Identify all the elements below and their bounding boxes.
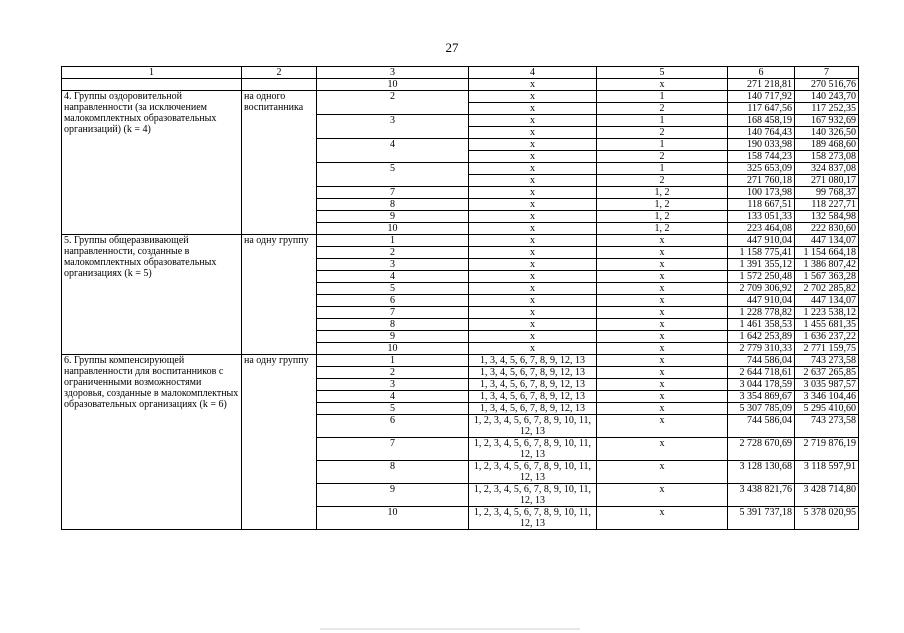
table-row [62, 91, 859, 103]
category: 1, 2 [597, 199, 728, 211]
value-col6: 1 391 355,12 [728, 259, 795, 271]
value-col7: 1 636 237,22 [795, 331, 859, 343]
group-size: 10 [317, 343, 469, 355]
category: x [597, 461, 728, 484]
programs: 1, 2, 3, 4, 5, 6, 7, 8, 9, 10, 11, 12, 13 [469, 438, 597, 461]
value-col6: 190 033,98 [728, 139, 795, 151]
category: 1 [597, 139, 728, 151]
programs: x [469, 103, 597, 115]
value-col7: 3 118 597,91 [795, 461, 859, 484]
group-size: 1 [317, 235, 469, 247]
programs: x [469, 151, 597, 163]
group-size: 9 [317, 484, 469, 507]
unit: на одного воспитанника [242, 91, 317, 235]
programs: x [469, 331, 597, 343]
value-col7: 743 273,58 [795, 355, 859, 367]
value-col7: 167 932,69 [795, 115, 859, 127]
programs: 1, 2, 3, 4, 5, 6, 7, 8, 9, 10, 11, 12, 13 [469, 484, 597, 507]
value-col6: 447 910,04 [728, 295, 795, 307]
value-col6: 1 228 778,82 [728, 307, 795, 319]
group-size: 2 [317, 247, 469, 259]
group-size: 10 [317, 223, 469, 235]
group-size: 4 [317, 139, 469, 163]
value-col6: 3 438 821,76 [728, 484, 795, 507]
value-col7: 158 273,08 [795, 151, 859, 163]
unit: на одну группу [242, 235, 317, 355]
value-col7: 1 154 664,18 [795, 247, 859, 259]
programs: x [469, 163, 597, 175]
category: x [597, 343, 728, 355]
programs: x [469, 247, 597, 259]
value-col6: 223 464,08 [728, 223, 795, 235]
value-col6: 1 572 250,48 [728, 271, 795, 283]
group-description [62, 79, 242, 91]
programs: x [469, 259, 597, 271]
category: 1 [597, 163, 728, 175]
category: 1, 2 [597, 223, 728, 235]
programs: x [469, 271, 597, 283]
programs: 1, 3, 4, 5, 6, 7, 8, 9, 12, 13 [469, 367, 597, 379]
scan-artifact [320, 628, 580, 630]
value-col6: 117 647,56 [728, 103, 795, 115]
programs: x [469, 319, 597, 331]
category: x [597, 355, 728, 367]
value-col7: 117 252,35 [795, 103, 859, 115]
category: 2 [597, 103, 728, 115]
column-header: 4 [469, 67, 597, 79]
programs: 1, 2, 3, 4, 5, 6, 7, 8, 9, 10, 11, 12, 13 [469, 415, 597, 438]
value-col7: 2 771 159,75 [795, 343, 859, 355]
category: x [597, 319, 728, 331]
group-description: 6. Группы компенсирующей направленности для воспитанников с ограниченными возможностями здоровья, созданные в малокомплектных образовательных организациях (k = 6) [62, 355, 242, 530]
programs: x [469, 199, 597, 211]
category: x [597, 507, 728, 530]
group-size: 4 [317, 271, 469, 283]
value-col6: 100 173,98 [728, 187, 795, 199]
value-col6: 1 158 775,41 [728, 247, 795, 259]
category: x [597, 415, 728, 438]
value-col6: 5 307 785,09 [728, 403, 795, 415]
group-size: 3 [317, 259, 469, 271]
value-col7: 140 243,70 [795, 91, 859, 103]
value-col7: 1 567 363,28 [795, 271, 859, 283]
group-size: 6 [317, 415, 469, 438]
programs: 1, 2, 3, 4, 5, 6, 7, 8, 9, 10, 11, 12, 13 [469, 507, 597, 530]
column-header: 1 [62, 67, 242, 79]
value-col6: 168 458,19 [728, 115, 795, 127]
value-col7: 118 227,71 [795, 199, 859, 211]
category: x [597, 271, 728, 283]
group-size: 8 [317, 199, 469, 211]
programs: x [469, 307, 597, 319]
category: x [597, 331, 728, 343]
programs: x [469, 295, 597, 307]
programs: 1, 3, 4, 5, 6, 7, 8, 9, 12, 13 [469, 355, 597, 367]
group-size: 10 [317, 507, 469, 530]
category: x [597, 391, 728, 403]
value-col6: 271 218,81 [728, 79, 795, 91]
value-col7: 189 468,60 [795, 139, 859, 151]
category: x [597, 283, 728, 295]
value-col6: 1 642 253,89 [728, 331, 795, 343]
category: x [597, 259, 728, 271]
category: 1 [597, 91, 728, 103]
programs: 1, 3, 4, 5, 6, 7, 8, 9, 12, 13 [469, 403, 597, 415]
value-col7: 1 386 807,42 [795, 259, 859, 271]
table-row [62, 235, 859, 247]
programs: x [469, 235, 597, 247]
group-size: 6 [317, 295, 469, 307]
category: 2 [597, 151, 728, 163]
value-col6: 140 764,43 [728, 127, 795, 139]
category: x [597, 79, 728, 91]
group-description: 4. Группы оздоровительной направленности (за исключением малокомплектных образовательных организаций) (k = 4) [62, 91, 242, 235]
value-col7: 99 768,37 [795, 187, 859, 199]
value-col7: 324 837,08 [795, 163, 859, 175]
value-col6: 447 910,04 [728, 235, 795, 247]
value-col7: 3 035 987,57 [795, 379, 859, 391]
value-col7: 3 428 714,80 [795, 484, 859, 507]
value-col7: 140 326,50 [795, 127, 859, 139]
value-col6: 5 391 737,18 [728, 507, 795, 530]
value-col6: 3 128 130,68 [728, 461, 795, 484]
category: 2 [597, 175, 728, 187]
programs: x [469, 127, 597, 139]
programs: 1, 2, 3, 4, 5, 6, 7, 8, 9, 10, 11, 12, 13 [469, 461, 597, 484]
programs: x [469, 79, 597, 91]
value-col7: 3 346 104,46 [795, 391, 859, 403]
column-header: 2 [242, 67, 317, 79]
category: x [597, 438, 728, 461]
category: x [597, 367, 728, 379]
value-col6: 325 653,09 [728, 163, 795, 175]
value-col7: 2 702 285,82 [795, 283, 859, 295]
value-col6: 140 717,92 [728, 91, 795, 103]
value-col6: 2 709 306,92 [728, 283, 795, 295]
value-col6: 744 586,04 [728, 355, 795, 367]
category: 1 [597, 115, 728, 127]
page-number: 27 [445, 40, 459, 55]
group-size: 3 [317, 115, 469, 139]
value-col7: 743 273,58 [795, 415, 859, 438]
group-size: 8 [317, 461, 469, 484]
value-col7: 132 584,98 [795, 211, 859, 223]
group-size: 4 [317, 391, 469, 403]
group-size: 5 [317, 283, 469, 295]
category: x [597, 235, 728, 247]
category: x [597, 307, 728, 319]
programs: x [469, 91, 597, 103]
category: 1, 2 [597, 187, 728, 199]
value-col7: 447 134,07 [795, 235, 859, 247]
value-col7: 2 719 876,19 [795, 438, 859, 461]
value-col6: 1 461 358,53 [728, 319, 795, 331]
unit [242, 79, 317, 91]
group-size: 5 [317, 163, 469, 187]
programs: x [469, 343, 597, 355]
group-size: 8 [317, 319, 469, 331]
value-col6: 3 044 178,59 [728, 379, 795, 391]
category: x [597, 295, 728, 307]
category: x [597, 484, 728, 507]
value-col7: 1 223 538,12 [795, 307, 859, 319]
unit: на одну группу [242, 355, 317, 530]
value-col6: 2 779 310,33 [728, 343, 795, 355]
category: x [597, 403, 728, 415]
value-col7: 1 455 681,35 [795, 319, 859, 331]
group-size: 2 [317, 367, 469, 379]
category: x [597, 247, 728, 259]
group-size: 9 [317, 331, 469, 343]
value-col6: 158 744,23 [728, 151, 795, 163]
value-col6: 133 051,33 [728, 211, 795, 223]
value-col6: 271 760,18 [728, 175, 795, 187]
value-col6: 118 667,51 [728, 199, 795, 211]
header-row [62, 67, 859, 79]
category: x [597, 379, 728, 391]
category: 2 [597, 127, 728, 139]
column-header: 6 [728, 67, 795, 79]
programs: x [469, 223, 597, 235]
group-size: 3 [317, 379, 469, 391]
group-size: 7 [317, 307, 469, 319]
value-col7: 5 295 410,60 [795, 403, 859, 415]
group-size: 2 [317, 91, 469, 115]
group-size: 7 [317, 187, 469, 199]
programs: x [469, 139, 597, 151]
data-table [61, 66, 859, 530]
programs: 1, 3, 4, 5, 6, 7, 8, 9, 12, 13 [469, 391, 597, 403]
value-col7: 222 830,60 [795, 223, 859, 235]
group-size: 7 [317, 438, 469, 461]
value-col6: 3 354 869,67 [728, 391, 795, 403]
programs: x [469, 115, 597, 127]
category: 1, 2 [597, 211, 728, 223]
value-col6: 744 586,04 [728, 415, 795, 438]
group-size: 5 [317, 403, 469, 415]
value-col7: 2 637 265,85 [795, 367, 859, 379]
group-description: 5. Группы общеразвивающей направленности, созданные в малокомплектных образовательных организациях (k = 5) [62, 235, 242, 355]
programs: x [469, 187, 597, 199]
programs: 1, 3, 4, 5, 6, 7, 8, 9, 12, 13 [469, 379, 597, 391]
column-header: 7 [795, 67, 859, 79]
column-header: 3 [317, 67, 469, 79]
value-col7: 270 516,76 [795, 79, 859, 91]
programs: x [469, 211, 597, 223]
programs: x [469, 175, 597, 187]
table-row [62, 355, 859, 367]
group-size: 1 [317, 355, 469, 367]
value-col7: 447 134,07 [795, 295, 859, 307]
value-col6: 2 644 718,61 [728, 367, 795, 379]
group-size: 10 [317, 79, 469, 91]
table-row [62, 79, 859, 91]
programs: x [469, 283, 597, 295]
value-col7: 271 080,17 [795, 175, 859, 187]
value-col7: 5 378 020,95 [795, 507, 859, 530]
group-size: 9 [317, 211, 469, 223]
column-header: 5 [597, 67, 728, 79]
value-col6: 2 728 670,69 [728, 438, 795, 461]
